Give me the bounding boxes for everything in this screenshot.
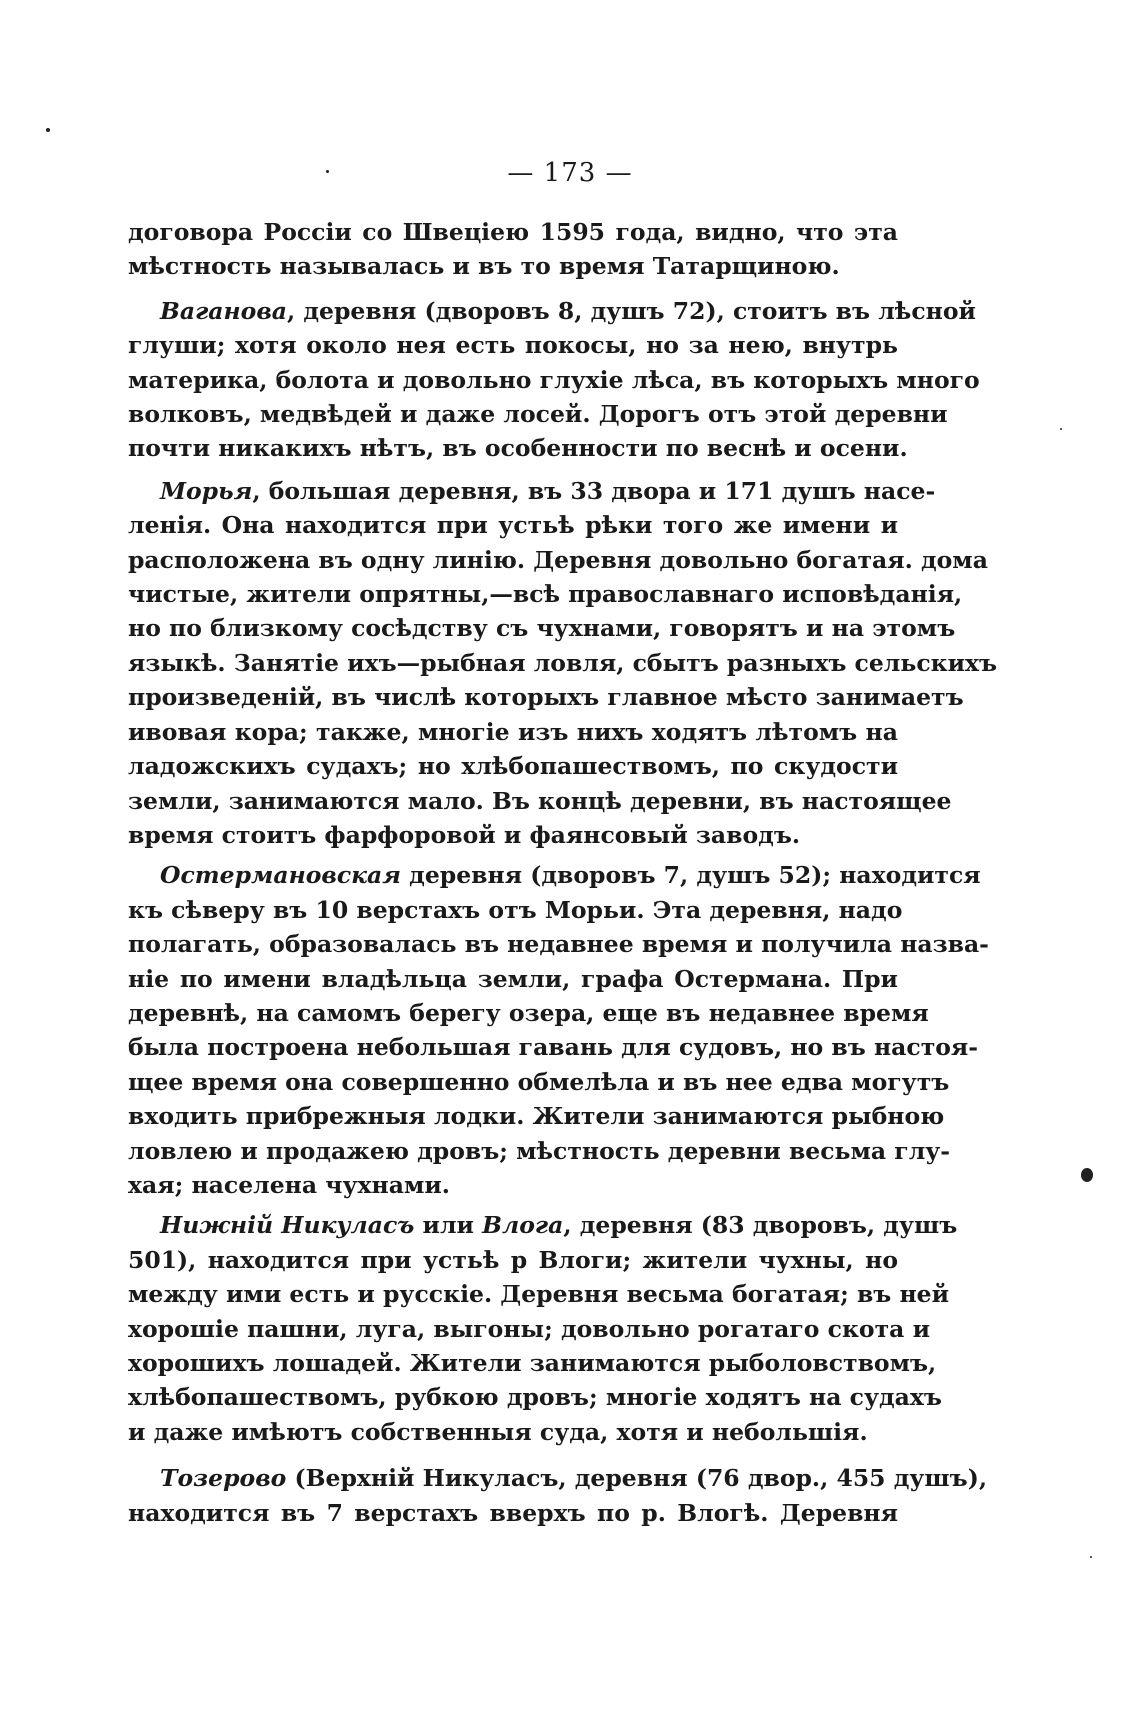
- place-name: Влога: [482, 1211, 564, 1240]
- text-run: , большая деревня, въ 33 двора и 171 душъ насе-: [252, 476, 936, 505]
- text-line: [128, 818, 898, 852]
- text-run: была построена небольшая гавань для судовъ, но въ настоя-: [128, 1033, 979, 1062]
- scan-speck: [1090, 1556, 1092, 1558]
- text-line: [128, 1208, 958, 1242]
- paragraph: [128, 294, 980, 466]
- text-run: находится въ 7 верстахъ вверхъ по р. Влогѣ. Деревня: [128, 1498, 898, 1527]
- text-run: деревнѣ, на самомъ берегу озера, еще въ недавнее время: [128, 998, 929, 1027]
- text-run: (Верхній Никуласъ, деревня (76 двор., 455 душъ),: [286, 1464, 988, 1493]
- text-line: [128, 1243, 898, 1277]
- text-line: [128, 893, 903, 927]
- text-run: , деревня (83 дворовъ, душъ: [563, 1211, 958, 1240]
- text-run: щее время она совершенно обмелѣла и въ нее едва могутъ: [128, 1067, 950, 1096]
- text-run: хая; населена чухнами.: [128, 1170, 450, 1199]
- paragraph: [128, 858, 989, 1202]
- scan-speck: [46, 128, 50, 132]
- text-line: [128, 1346, 937, 1380]
- text-line: [128, 577, 963, 611]
- text-line: [128, 680, 964, 714]
- scan-speck: [326, 170, 329, 173]
- text-run: деревня (дворовъ 7, душъ 52); находится: [400, 861, 981, 890]
- text-run: глуши; хотя около нея есть покосы, но за нею, внутрь: [128, 331, 898, 360]
- text-line: [128, 1277, 950, 1311]
- text-run: чистые, жители опрятны,—всѣ православнаго исповѣданія,: [128, 580, 963, 609]
- text-run: 501), находится при устьѣ р Влоги; жители чухны, но: [128, 1245, 898, 1274]
- text-line: [128, 1134, 951, 1168]
- text-run: между ими есть и русскіе. Деревня весьма богатая; въ ней: [128, 1280, 950, 1309]
- text-line: [128, 927, 989, 961]
- text-line: [128, 1312, 931, 1346]
- text-run: ладожскихъ судахъ; но хлѣбопашествомъ, по скудости: [128, 752, 898, 781]
- text-run: или: [414, 1211, 483, 1240]
- text-line: [128, 749, 898, 783]
- text-line: [128, 1415, 898, 1449]
- scan-speck: [1060, 428, 1062, 430]
- text-run: время стоитъ фарфоровой и фаянсовый заводъ.: [128, 820, 801, 849]
- text-line: [128, 474, 936, 508]
- text-run: ленія. Она находится при устьѣ рѣки того же имени и: [128, 511, 898, 540]
- text-run: ловлею и продажею дровъ; мѣстность деревни весьма глу-: [128, 1136, 951, 1165]
- place-name: Морья: [160, 476, 253, 505]
- text-run: волковъ, медвѣдей и даже лосей. Дорогъ отъ этой деревни: [128, 400, 948, 429]
- text-line: [128, 1461, 988, 1495]
- place-name: Ваганова: [160, 296, 288, 325]
- place-name: Остермановская: [160, 861, 401, 890]
- text-line: [128, 1380, 942, 1414]
- text-line: [128, 328, 898, 362]
- text-line: [128, 962, 898, 996]
- text-line: [128, 784, 952, 818]
- text-line: [128, 543, 988, 577]
- text-run: материка, болота и довольно глухіе лѣса, въ которыхъ много: [128, 365, 980, 394]
- text-line: [128, 363, 980, 397]
- text-line: [128, 215, 898, 249]
- text-line: [128, 1496, 898, 1530]
- paragraph: [128, 474, 998, 852]
- text-line: [128, 1168, 898, 1202]
- text-line: [128, 508, 898, 542]
- text-run: расположена въ одну линію. Деревня довольно богатая. дома: [128, 545, 988, 574]
- paragraph: [128, 1461, 988, 1530]
- text-run: но по близкому сосѣдству съ чухнами, говорятъ и на этомъ: [128, 614, 956, 643]
- text-line: [128, 858, 981, 892]
- text-line: [128, 715, 898, 749]
- text-run: хорошіе пашни, луга, выгоны; довольно рогатаго скота и: [128, 1314, 931, 1343]
- text-run: входить прибрежныя лодки. Жители занимаются рыбною: [128, 1102, 945, 1131]
- text-line: [128, 996, 929, 1030]
- place-name: Тозерово: [160, 1464, 287, 1493]
- text-run: языкѣ. Занятіе ихъ—рыбная ловля, сбытъ разныхъ сельскихъ: [128, 648, 998, 677]
- text-line: [128, 1030, 979, 1064]
- text-line: [128, 611, 956, 645]
- text-line: [128, 397, 948, 431]
- text-run: ивовая кора; также, многіе изъ нихъ ходятъ лѣтомъ на: [128, 717, 898, 746]
- text-line: [128, 1099, 945, 1133]
- text-line: [128, 1065, 950, 1099]
- text-run: земли, занимаются мало. Въ концѣ деревни, въ настоящее: [128, 786, 952, 815]
- text-run: ніе по имени владѣльца земли, графа Остермана. При: [128, 964, 898, 993]
- text-run: , деревня (дворовъ 8, душъ 72), стоитъ въ лѣсной: [287, 296, 976, 325]
- page-number: — 173 —: [507, 158, 633, 188]
- paragraph: [128, 215, 898, 284]
- text-run: почти никакихъ нѣтъ, въ особенности по веснѣ и осени.: [128, 434, 908, 463]
- text-run: мѣстность называлась и въ то время Татарщиною.: [128, 252, 840, 281]
- text-run: и даже имѣютъ собственныя суда, хотя и небольшія.: [128, 1417, 868, 1446]
- text-run: къ сѣверу въ 10 верстахъ отъ Морьи. Эта деревня, надо: [128, 895, 903, 924]
- paragraph: [128, 1208, 958, 1449]
- text-line: [128, 646, 998, 680]
- text-line: [128, 431, 908, 465]
- text-run: договора Россіи со Швеціею 1595 года, видно, что эта: [128, 218, 898, 246]
- text-line: [128, 294, 976, 328]
- text-run: произведеній, въ числѣ которыхъ главное мѣсто занимаетъ: [128, 683, 964, 712]
- scan-speck: [1081, 1168, 1093, 1182]
- text-line: [128, 249, 898, 283]
- place-name: Нижній Никуласъ: [160, 1211, 415, 1240]
- text-run: полагать, образовалась въ недавнее время и получила назва-: [128, 930, 989, 959]
- text-run: хорошихъ лошадей. Жители занимаются рыболовствомъ,: [128, 1349, 937, 1377]
- body-text: [128, 215, 998, 1530]
- text-run: хлѣбопашествомъ, рубкою дровъ; многіе ходятъ на судахъ: [128, 1383, 942, 1412]
